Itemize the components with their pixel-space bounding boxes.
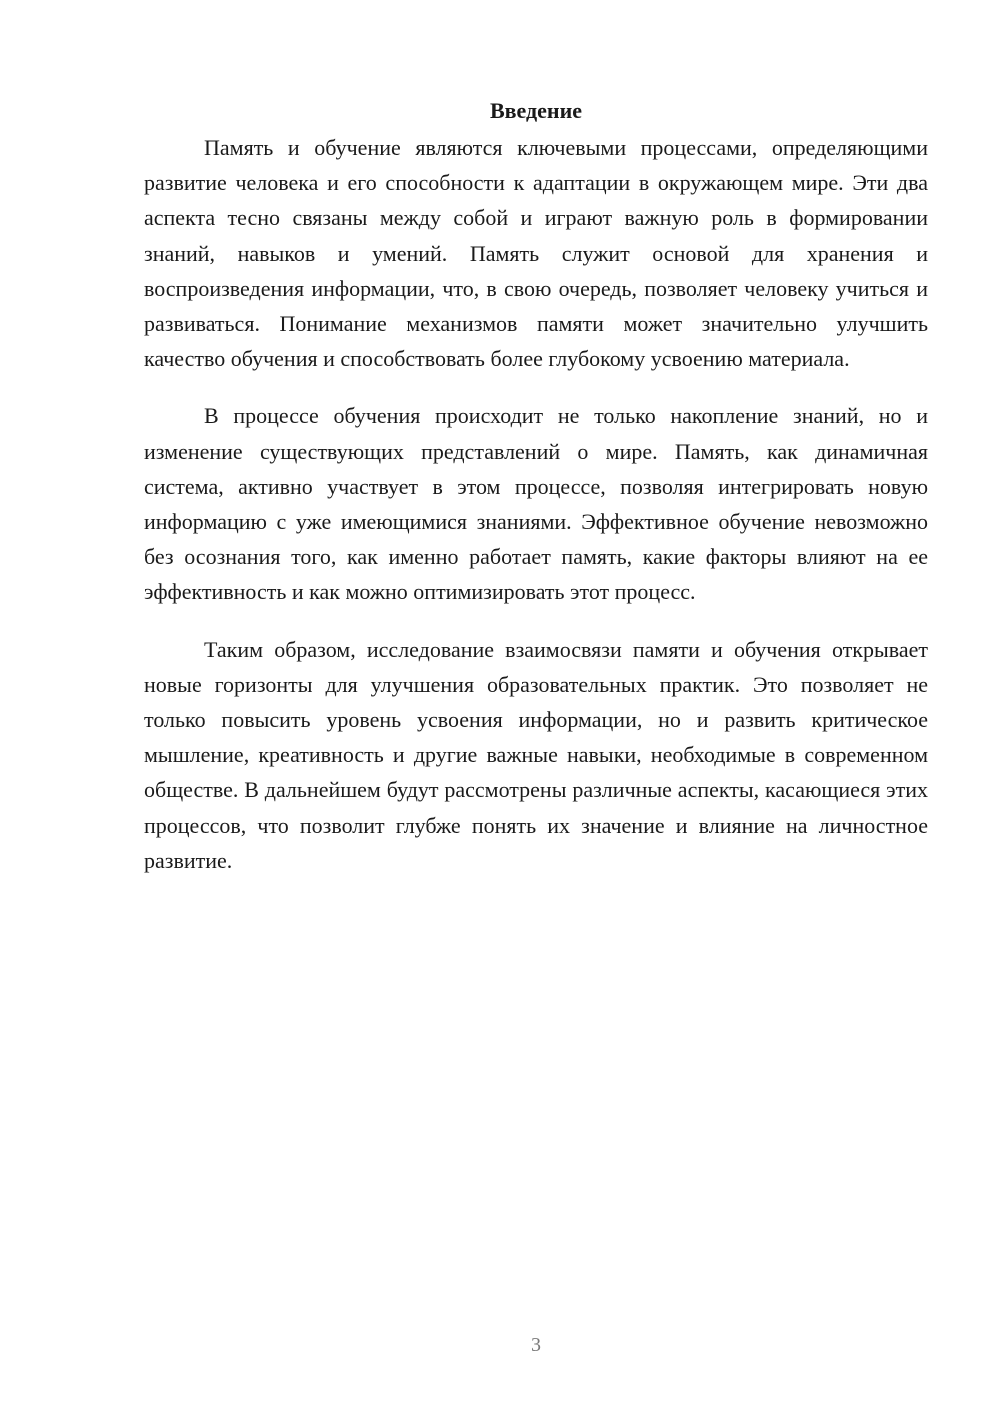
page-number: 3 — [531, 1334, 541, 1356]
paragraph-3: Таким образом, исследование взаимосвязи памяти и обучения открывает новые горизонты для улучшения образовательных практик. Это позволяет не только повысить уровень усвоения информации, но и развить критическое мышление, креативность и другие важные навыки, необходимые в современном обществе. В дальнейшем будут рассмотрены различные аспекты, касающиеся этих процессов, что позволит глубже понять их значение и влияние на личностное развитие. — [144, 636, 928, 873]
page-content — [144, 96, 928, 900]
paragraph-2: В процессе обучения происходит не только накопление знаний, но и изменение существующих представлений о мире. Память, как динамичная система, активно участвует в этом процессе, позволяя интегрировать новую информацию с уже имеющимися знаниями. Эффективное обучение невозможно без осознания того, как именно работает память, какие факторы влияют на ее эффективность и как можно оптимизировать этот процесс. — [144, 403, 928, 605]
section-heading: Введение — [489, 98, 583, 123]
paragraph-1: Память и обучение являются ключевыми процессами, определяющими развитие человека и его способности к адаптации в окружающем мире. Эти два аспекта тесно связаны между собой и играют важную роль в формировании знаний, навыков и умений. Память служит основой для хранения и воспроизведения информации, что, в свою очередь, позволяет человеку учиться и развиваться. Понимание механизмов памяти может значительно улучшить качество обучения и способствовать более глубокому усвоению материала. — [144, 135, 928, 372]
